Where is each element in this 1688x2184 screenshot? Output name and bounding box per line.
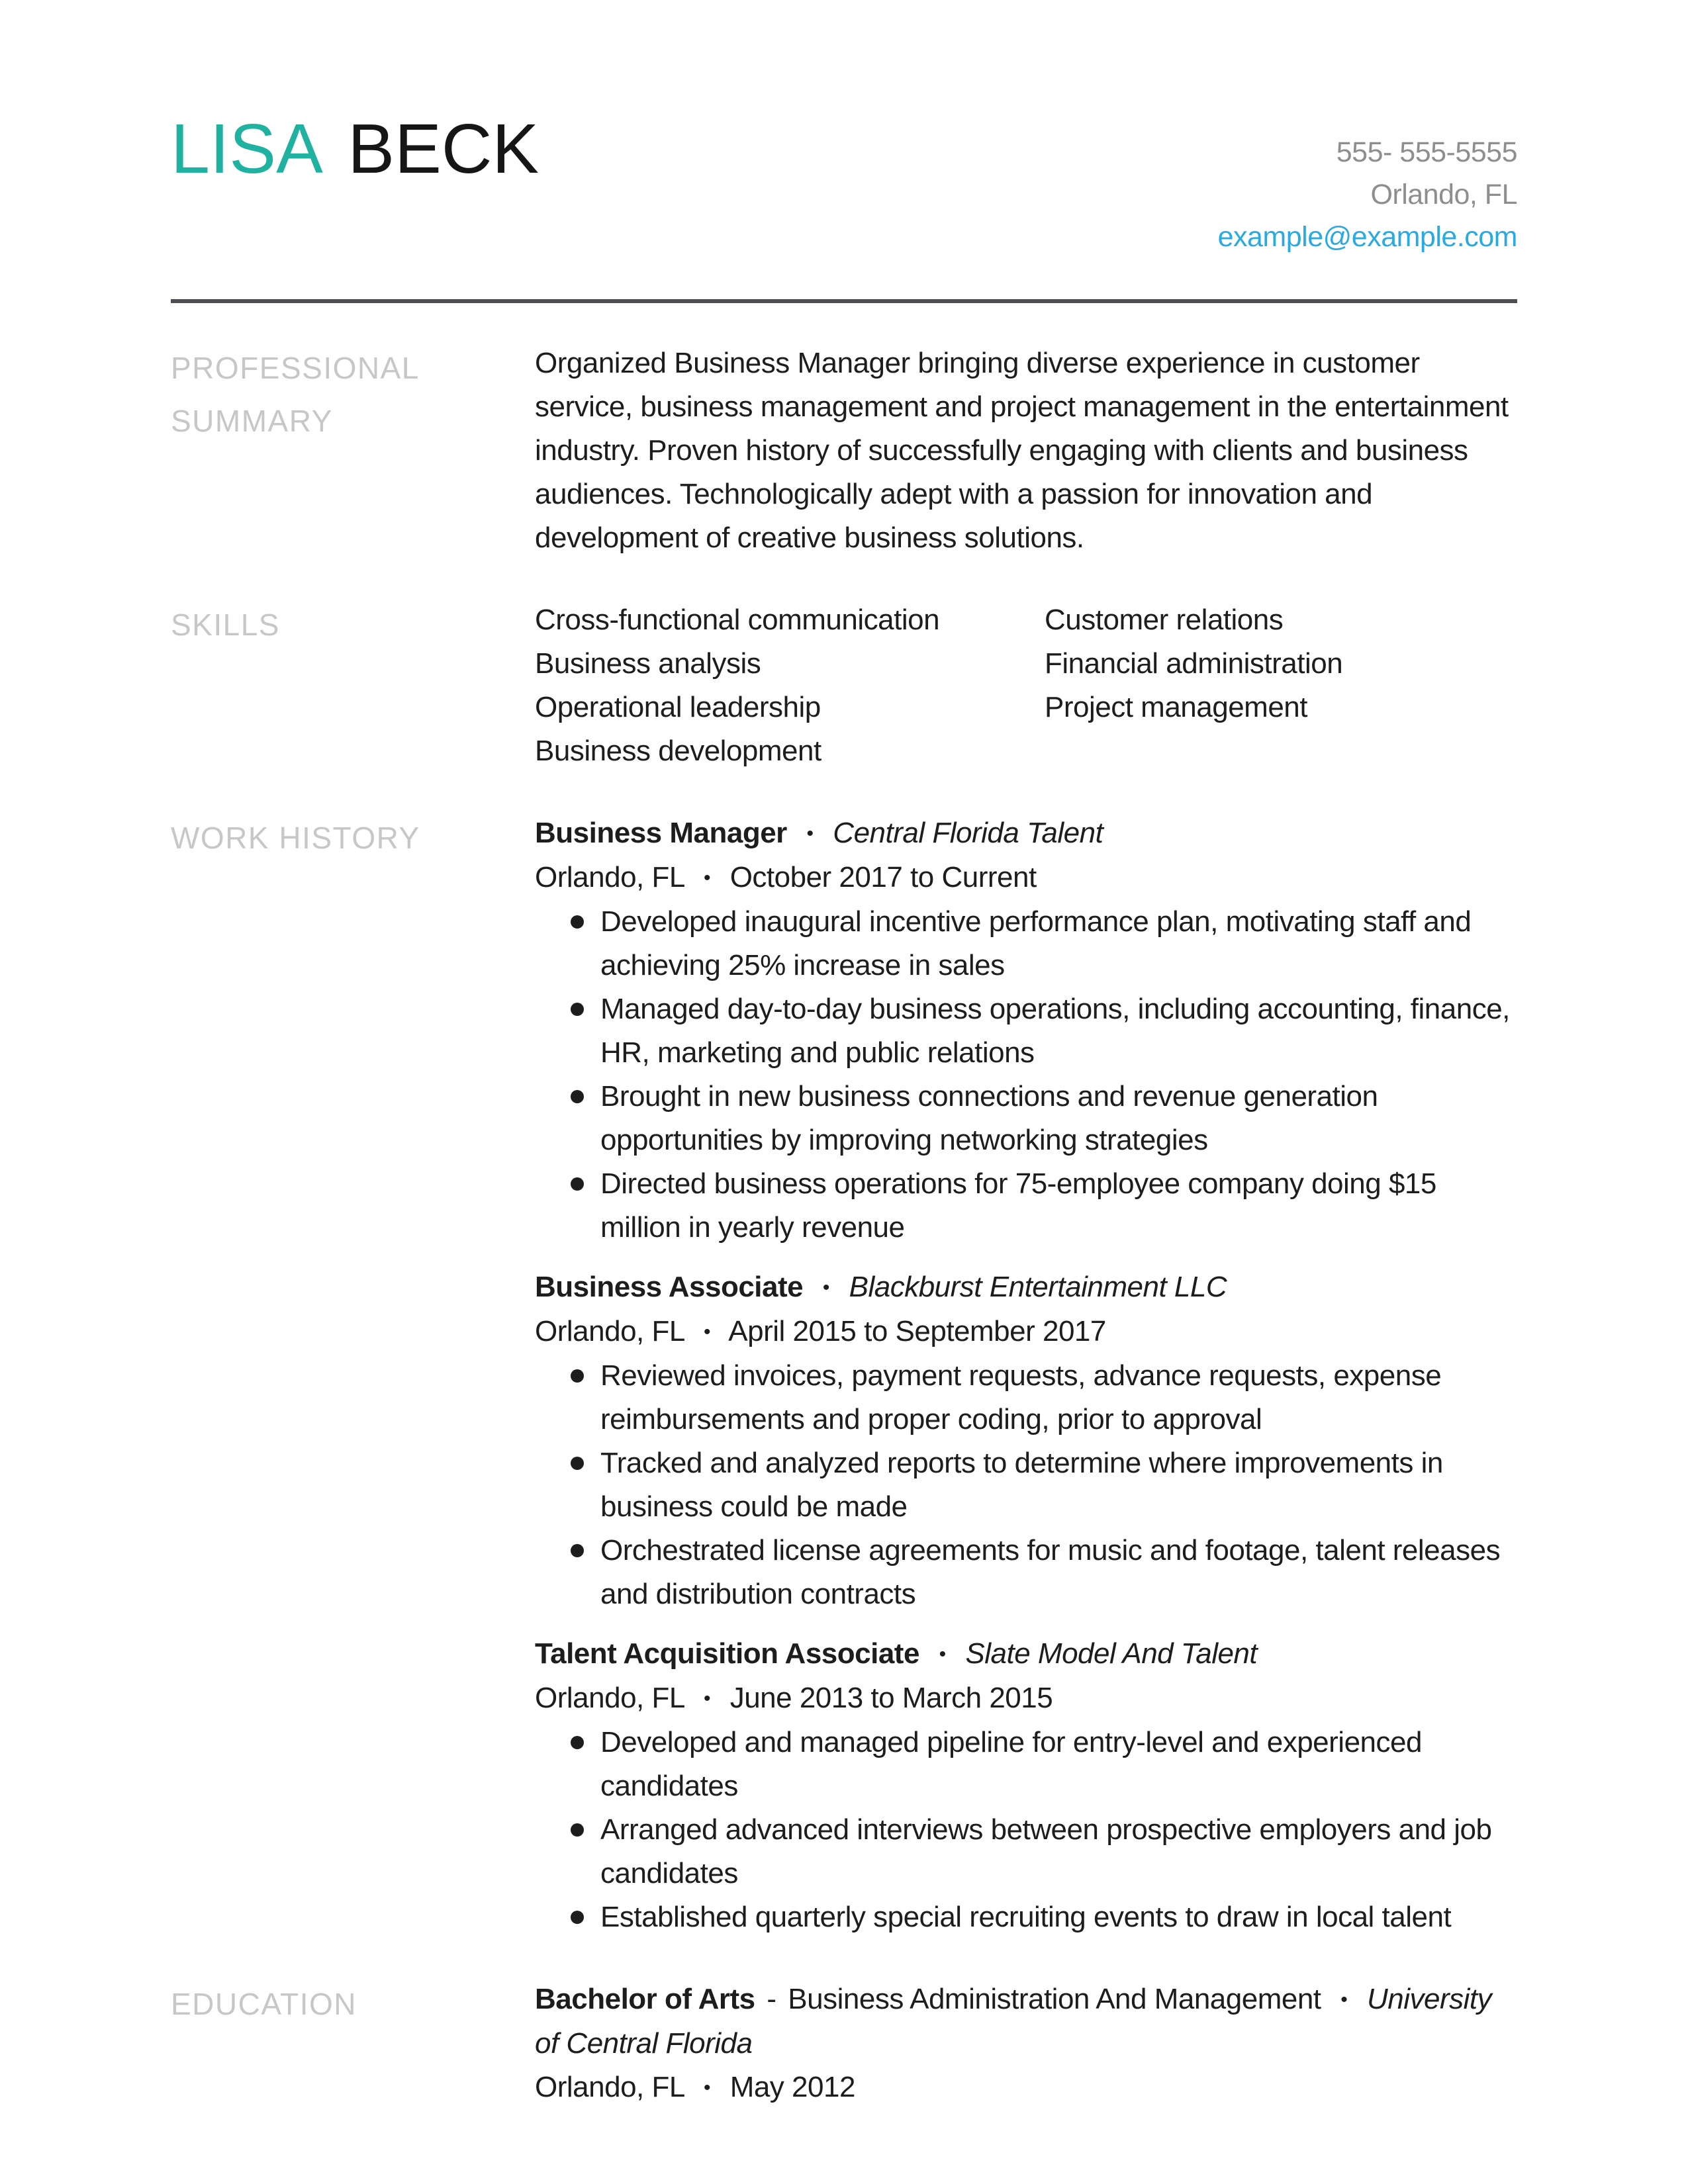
job-location: Orlando, FL [535,861,684,893]
skill-item: Customer relations [1045,604,1284,636]
summary-text: Organized Business Manager bringing diverse experience in customer service, business management and project management in the entertainment industry. Proven history of successfully engaging with clients and business audiences. Technologically adept with a passion for innovation and development of creative business solutions. [535,347,1509,554]
job-dates: June 2013 to March 2015 [729,1682,1053,1714]
skill-item: Cross-functional communication [535,604,940,636]
job-location: Orlando, FL [535,1682,684,1714]
job-location: Orlando, FL [535,1315,684,1347]
bullet-separator: • [806,823,814,844]
header-divider [171,299,1517,303]
section-label-education: EDUCATION [171,1987,357,2021]
bullet-separator: • [703,867,710,889]
last-name: BECK [348,110,539,188]
bullet-separator: • [939,1643,946,1665]
job-company: Blackburst Entertainment LLC [849,1271,1227,1303]
bullet-separator: • [822,1277,829,1298]
contact-location: Orlando, FL [1370,179,1517,210]
education-location: Orlando, FL [535,2071,684,2103]
job-bullet: Arranged advanced interviews between prospective employers and job candidates [600,1808,1517,1895]
candidate-name [171,110,539,188]
section-skills [171,598,1517,773]
skill-item: Project management [1045,691,1307,723]
skill-item: Operational leadership [535,691,821,723]
job-title: Talent Acquisition Associate [535,1637,919,1670]
section-professional-summary [171,341,1517,560]
skills-content [535,598,1517,773]
section-label-work-history: WORK HISTORY [171,821,420,855]
bullet-separator: • [703,1688,710,1709]
job-dates: April 2015 to September 2017 [728,1315,1106,1347]
skill-item: Business analysis [535,647,761,680]
job-bullet: Tracked and analyzed reports to determine where improvements in business could be made [600,1441,1517,1529]
job-bullet-list [535,1721,1517,1939]
contact-block [1218,131,1517,258]
skills-column-1 [535,598,1045,773]
job-entry [535,1632,1517,1939]
job-bullet: Reviewed invoices, payment requests, advance requests, expense reimbursements and proper coding, prior to approval [600,1354,1517,1441]
section-label-professional-summary: PROFESSIONAL SUMMARY [171,351,419,438]
job-entry [535,811,1517,1250]
job-title: Business Associate [535,1271,804,1303]
phone-number: 555- 555-5555 [1336,136,1517,168]
skill-item: Business development [535,735,821,767]
bullet-separator: • [703,2077,710,2099]
section-label-skills: SKILLS [171,608,280,642]
job-sub-line [535,856,1517,900]
job-company: Slate Model And Talent [965,1637,1258,1670]
section-education [171,1978,1517,2110]
bullet-separator: • [1340,1989,1348,2011]
job-title: Business Manager [535,817,787,849]
job-sub-line [535,1310,1517,1354]
job-bullet-list [535,900,1517,1250]
job-bullet: Developed inaugural incentive performance plan, motivating staff and achieving 25% increase in sales [600,900,1517,987]
job-company: Central Florida Talent [833,817,1103,849]
first-name: LISA [171,110,319,188]
job-dates: October 2017 to Current [729,861,1037,893]
job-bullet: Directed business operations for 75-employee company doing $15 million in yearly revenue [600,1162,1517,1250]
job-bullet: Developed and managed pipeline for entry-level and experienced candidates [600,1721,1517,1808]
field-of-study: Business Administration And Management [788,1983,1321,2015]
school-name: University of Central Florida [535,1983,1492,2060]
skill-item: Financial administration [1045,647,1343,680]
job-sub-line [535,1676,1517,1721]
section-work-history [171,811,1517,1939]
skills-column-2 [1045,598,1342,773]
header [171,110,1517,258]
degree-field-separator: - [767,1983,776,2015]
summary-content [535,341,1517,560]
job-bullet-list [535,1354,1517,1616]
job-title-line [535,1265,1517,1310]
job-bullet: Established quarterly special recruiting events to draw in local talent [600,1895,1517,1939]
work-history-content [535,811,1517,1939]
job-bullet: Managed day-to-day business operations, including accounting, finance, HR, marketing and public relations [600,987,1517,1075]
job-entry [535,1265,1517,1616]
bullet-separator: • [703,1321,710,1343]
job-bullet: Brought in new business connections and revenue generation opportunities by improving networking strategies [600,1075,1517,1162]
education-sub-line [535,2066,1517,2110]
education-degree-line [535,1978,1517,2066]
degree: Bachelor of Arts [535,1983,755,2015]
job-bullet: Orchestrated license agreements for music and footage, talent releases and distribution contracts [600,1529,1517,1616]
job-title-line [535,1632,1517,1676]
education-content [535,1978,1517,2110]
email-link[interactable]: example@example.com [1217,221,1517,253]
graduation-date: May 2012 [729,2071,855,2103]
job-title-line [535,811,1517,856]
